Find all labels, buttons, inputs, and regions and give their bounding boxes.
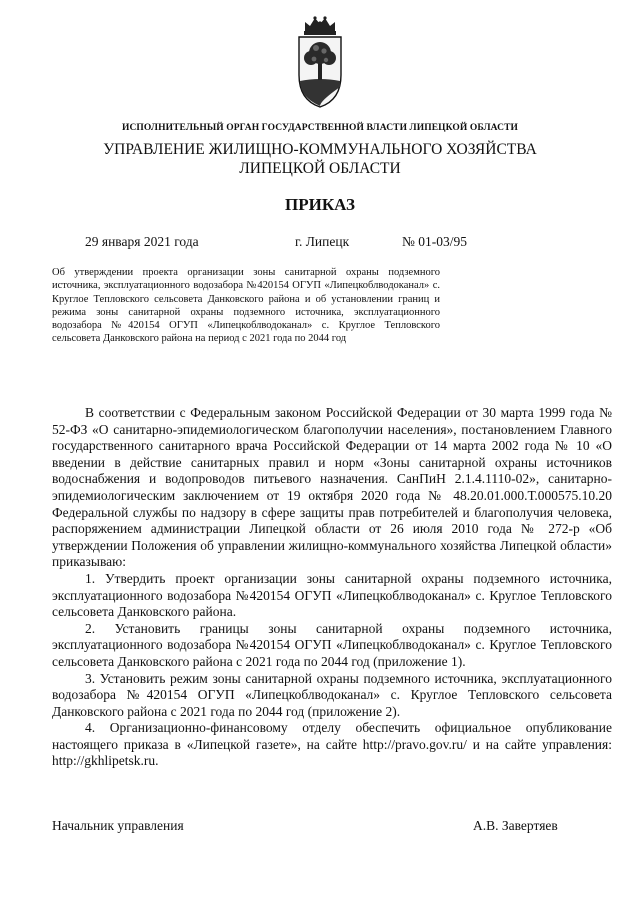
coat-of-arms-icon: [295, 15, 345, 110]
department-line-1: УПРАВЛЕНИЕ ЖИЛИЩНО-КОММУНАЛЬНОГО ХОЗЯЙСТВА: [103, 141, 537, 158]
order-item-1: 1. Утвердить проект организации зоны санитарной охраны подземного источника, эксплуатационного водозабора №420154 ОГУП «Липецкоблводоканал» с. Круглое Тепловского сельсовета Данковского района.: [52, 570, 612, 620]
document-number: № 01-03/95: [402, 234, 468, 249]
issuer-name: ИСПОЛНИТЕЛЬНЫЙ ОРГАН ГОСУДАРСТВЕННОЙ ВЛАСТИ ЛИПЕЦКОЙ ОБЛАСТИ: [121, 123, 519, 133]
preamble-paragraph: В соответствии с Федеральным законом Российской Федерации от 30 марта 1999 года № 52-ФЗ «О санитарно-эпидемиологическом благополучии населения», постановлением Главного государственного санитарного врача Российской Федерации от 14 марта 2002 года № 10 «О введении в действие санитарных правил и норм «Зоны санитарной охраны источников водоснабжения и водопроводов питьевого назначения. СанПиН 2.1.4.1110-02», санитарно-эпидемиологическим заключением от 19 октября 2020 года № 48.20.01.000.Т.000575.10.20 Федеральной службы по надзору в сфере защиты прав потребителей и благополучия человека, распоряжением администрации Липецкой области от 26 июля 2010 года № 272-р «Об утверждении Положения об управлении жилищно-коммунального хозяйства Липецкой области» приказываю:: [52, 405, 612, 570]
document-city: г. Липецк: [295, 234, 350, 249]
signatory-position: Начальник управления: [52, 818, 184, 833]
document-body: [52, 405, 612, 770]
department-name: [0, 140, 640, 178]
signatory-name: А.В. Завертяев: [473, 818, 558, 833]
document-type: ПРИКАЗ: [285, 195, 355, 214]
department-line-2: ЛИПЕЦКОЙ ОБЛАСТИ: [239, 160, 401, 177]
order-item-3: 3. Установить режим зоны санитарной охраны подземного источника, эксплуатационного водозабора №420154 ОГУП «Липецкоблводоканал» с. Круглое Тепловского сельсовета Данковского района с 2021 года по 2044 год (приложение 2).: [52, 670, 612, 719]
document-subject: Об утверждении проекта организации зоны санитарной охраны подземного источника, эксплуатационного водозабора №420154 ОГУП «Липецкоблводоканал» с. Круглое Тепловского сельсовета Данковского района и об установлении границ и режима зоны санитарной охраны подземного источника, эксплуатационного водозабора №420154 ОГУП «Липецкоблводоканал» с. Круглое Тепловского сельсовета Данковского района на период с 2021 года по 2044 год: [52, 267, 440, 345]
document-date: 29 января 2021 года: [85, 234, 199, 249]
order-item-4: 4. Организационно-финансовому отделу обеспечить официальное опубликование настоящего приказа в «Липецкой газете», на сайте http://pravo.gov.ru/ и на сайте управления: http://gkhlipetsk.ru.: [52, 720, 612, 769]
order-item-2: 2. Установить границы зоны санитарной охраны подземного источника, эксплуатационного водозабора №420154 ОГУП «Липецкоблводоканал» с. Круглое Тепловского сельсовета Данковского района с 2021 года по 2044 год (приложение 1).: [52, 620, 612, 669]
